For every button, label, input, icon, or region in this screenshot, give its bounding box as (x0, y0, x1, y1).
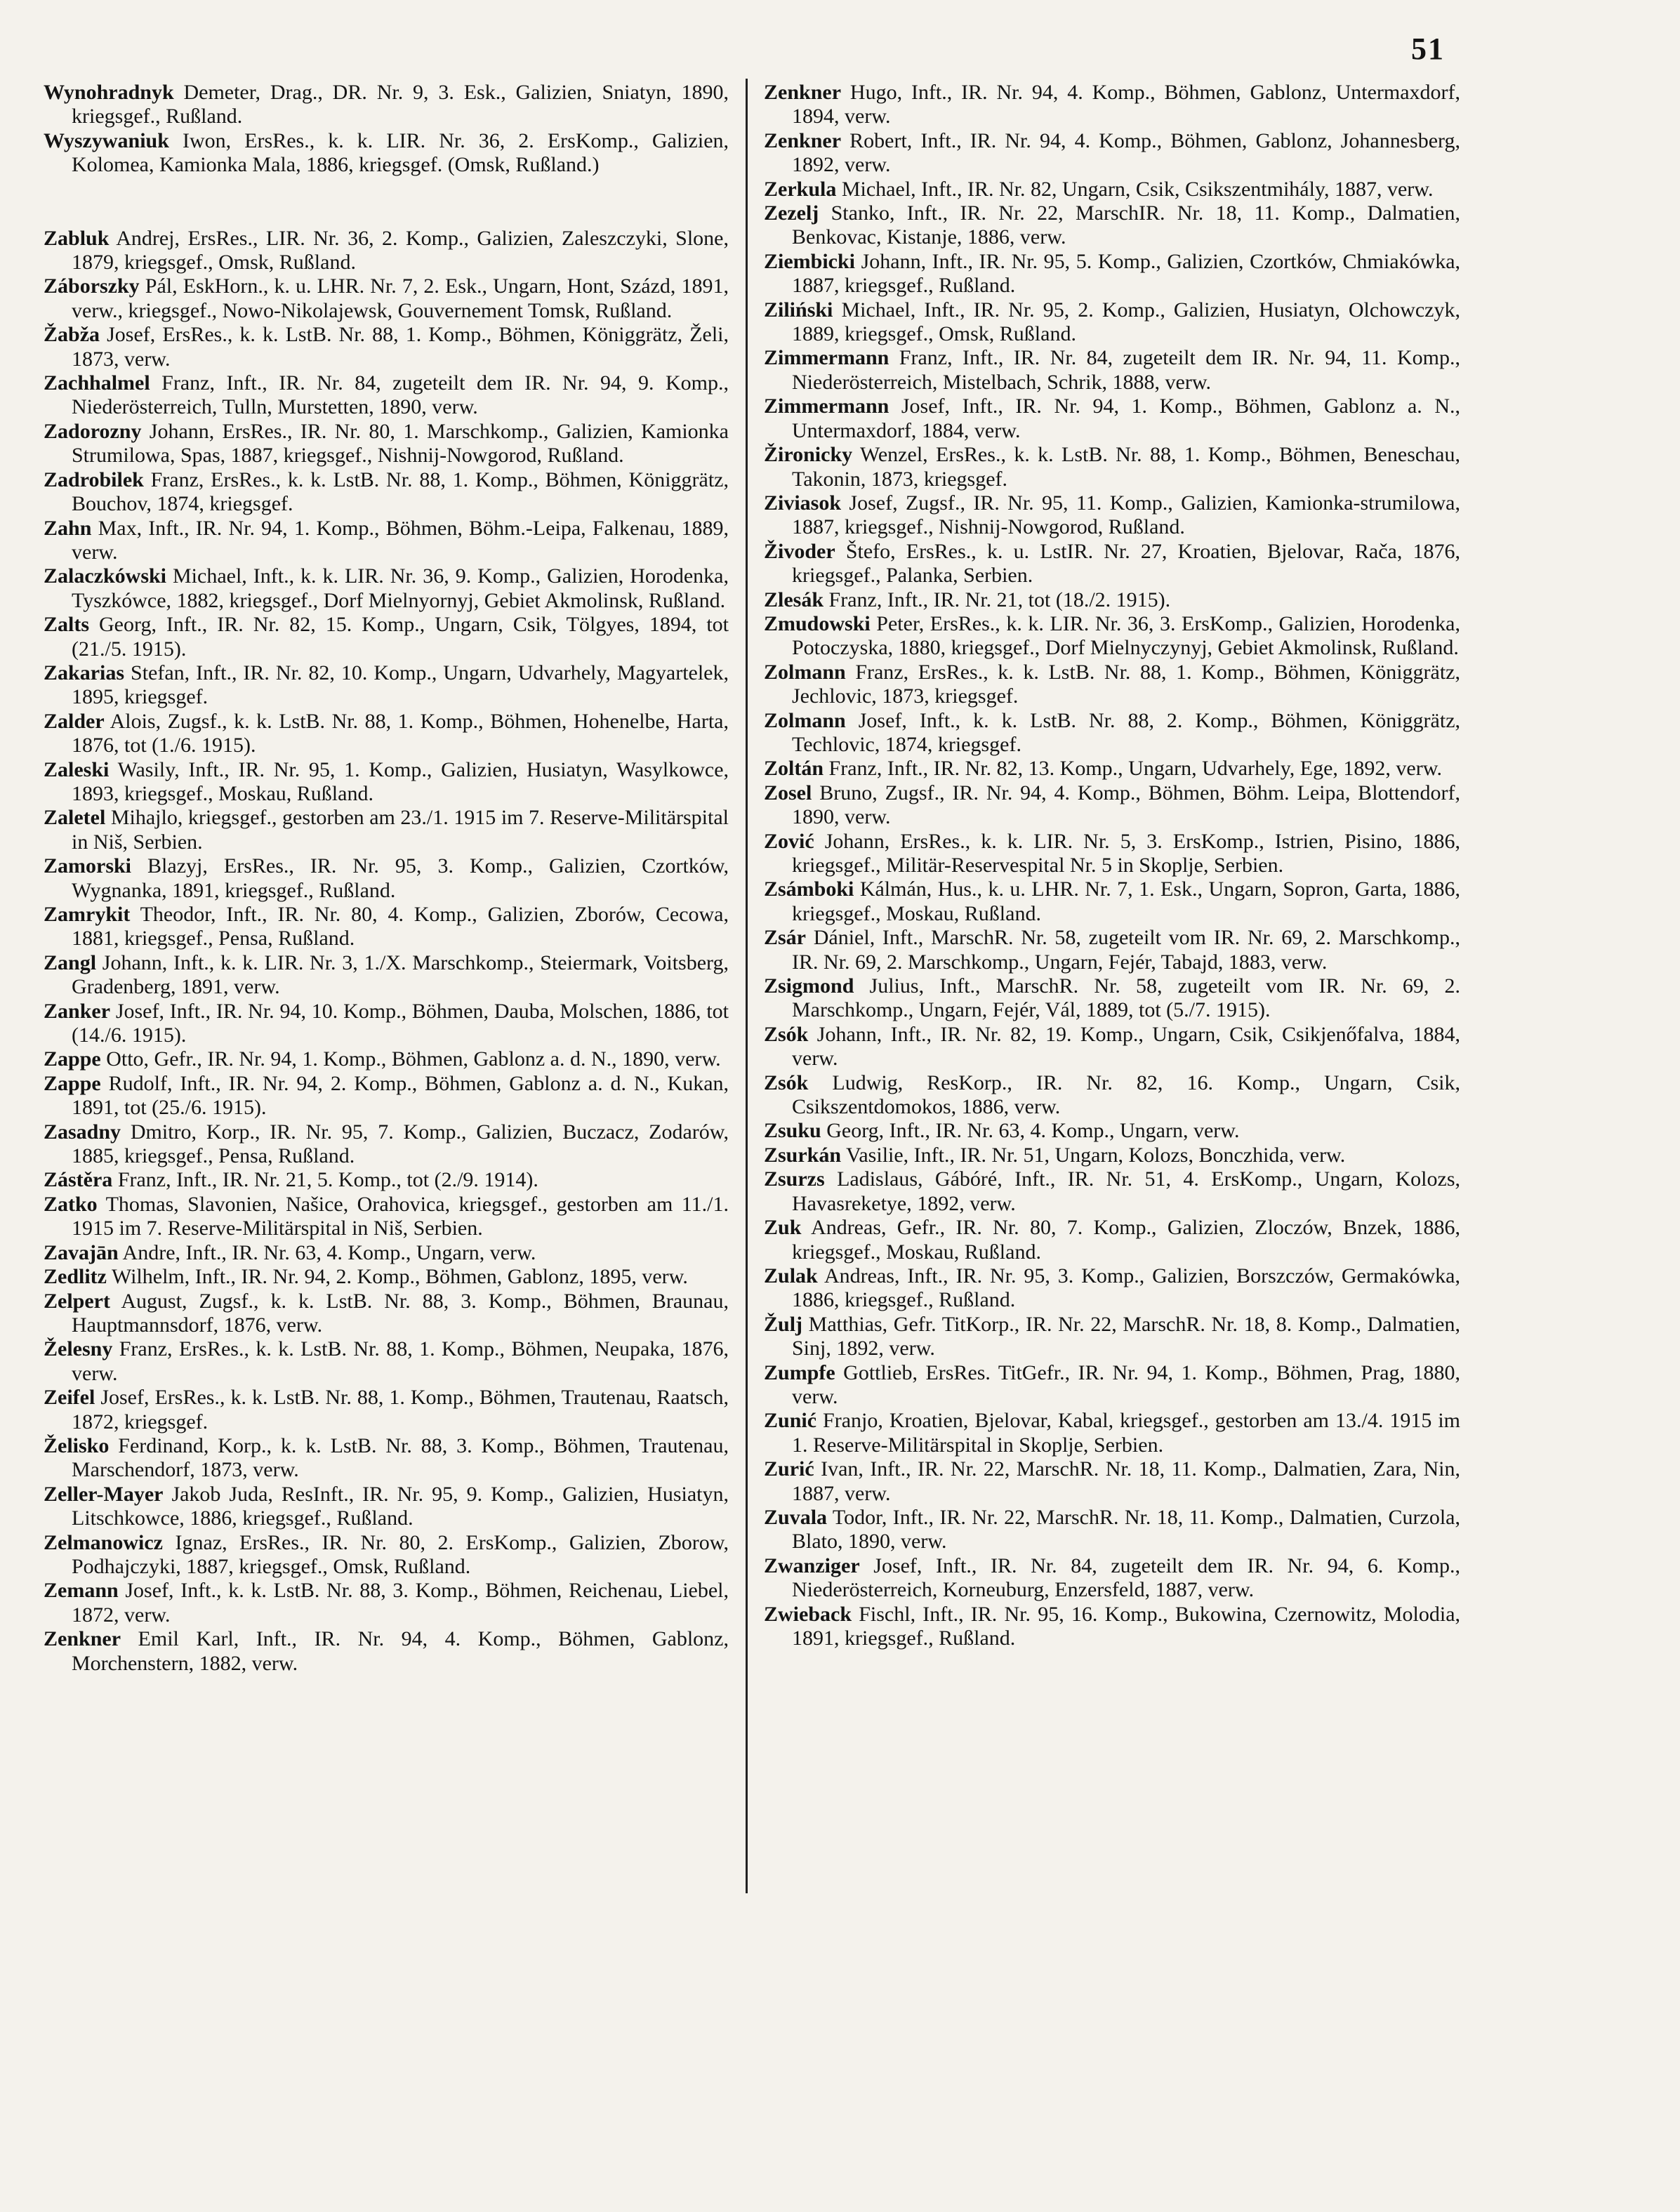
list-entry (44, 1072, 729, 1120)
list-entry (44, 1434, 729, 1483)
list-entry (764, 757, 1460, 781)
entry-details: Franz, Inft., IR. Nr. 21, 5. Komp., tot (2./9. 1914). (117, 1168, 538, 1192)
list-entry (44, 854, 729, 903)
entry-surname: Zolmann (764, 708, 846, 732)
list-entry (764, 830, 1460, 878)
entry-details: Ivan, Inft., IR. Nr. 22, MarschR. Nr. 18, 11. Komp., Dalmatien, Zara, Nin, 1887, verw. (792, 1457, 1460, 1505)
list-entry (764, 612, 1460, 661)
list-entry (44, 1627, 729, 1676)
entry-details: Kálmán, Hus., k. u. LHR. Nr. 7, 1. Esk., Ungarn, Sopron, Garta, 1886, kriegsgef., Moskau, Rußland. (792, 877, 1461, 925)
entry-surname: Zasadny (44, 1120, 121, 1144)
entry-details: Franz, ErsRes., k. k. LstB. Nr. 88, 1. Komp., Böhmen, Neupaka, 1876, verw. (72, 1337, 729, 1385)
list-entry (44, 323, 729, 371)
entry-details: Josef, ErsRes., k. k. LstB. Nr. 88, 1. Komp., Böhmen, Königgrätz, Želi, 1873, verw. (72, 323, 729, 371)
entry-details: Michael, Inft., IR. Nr. 95, 2. Komp., Galizien, Husiatyn, Olchowczyk, 1889, kriegsgef., Omsk, Rußland. (792, 298, 1460, 346)
entry-surname: Zangl (44, 951, 97, 974)
entry-details: Emil Karl, Inft., IR. Nr. 94, 4. Komp., Böhmen, Gablonz, Morchenstern, 1882, verw. (72, 1627, 729, 1675)
entry-details: Franz, ErsRes., k. k. LstB. Nr. 88, 1. Komp., Böhmen, Königgrätz, Bouchov, 1874, kriegsgef. (72, 468, 729, 516)
entry-surname: Zabluk (44, 226, 110, 250)
entry-surname: Zolmann (764, 660, 846, 684)
list-entry (44, 129, 729, 178)
list-entry (764, 877, 1460, 926)
list-entry (764, 395, 1460, 443)
list-entry (44, 1120, 729, 1169)
entry-surname: Zenkner (44, 1627, 121, 1651)
list-entry (44, 1531, 729, 1579)
entry-surname: Zachhalmel (44, 371, 150, 395)
entry-details: Stefan, Inft., IR. Nr. 82, 10. Komp., Ungarn, Udvarhely, Magyartelek, 1895, kriegsgef. (72, 661, 729, 709)
entry-surname: Zanker (44, 999, 111, 1023)
entry-surname: Zaletel (44, 806, 106, 830)
entry-surname: Zlesák (764, 588, 824, 611)
entry-surname: Ziliński (764, 298, 833, 322)
entry-details: Theodor, Inft., IR. Nr. 80, 4. Komp., Galizien, Zborów, Cecowa, 1881, kriegsgef., Pensa, Rußland. (72, 903, 729, 951)
entry-details: Andreas, Gefr., IR. Nr. 80, 7. Komp., Galizien, Zloczów, Bnzek, 1886, kriegsgef., Moskau, Rußland. (792, 1216, 1460, 1264)
list-entry (764, 491, 1460, 540)
right-column (764, 81, 1460, 1650)
list-entry (44, 468, 729, 517)
entry-surname: Zuvala (764, 1505, 828, 1529)
entry-details: Vasilie, Inft., IR. Nr. 51, Ungarn, Kolozs, Bonczhida, verw. (846, 1143, 1346, 1167)
entry-details: Franjo, Kroatien, Bjelovar, Kabal, kriegsgef., gestorben am 13./4. 1915 im 1. Reserve-Militärspital in Skoplje, Serbien. (792, 1409, 1461, 1457)
entry-surname: Zappe (44, 1047, 101, 1071)
entry-details: Demeter, Drag., DR. Nr. 9, 3. Esk., Galizien, Sniatyn, 1890, kriegsgef., Rußland. (72, 81, 729, 128)
entry-surname: Zosel (764, 781, 812, 804)
entry-surname: Zenkner (764, 81, 842, 104)
entry-details: Julius, Inft., MarschR. Nr. 58, zugeteilt vom IR. Nr. 69, 2. Marschkomp., Ungarn, Fejér, Vál, 1889, tot (5./7. 1915). (792, 974, 1461, 1022)
list-entry (764, 1264, 1460, 1313)
entry-details: Josef, Inft., IR. Nr. 94, 1. Komp., Böhmen, Gablonz a. N., Untermaxdorf, 1884, verw. (792, 395, 1461, 442)
entry-surname: Zástěra (44, 1168, 113, 1192)
entry-details: Robert, Inft., IR. Nr. 94, 4. Komp., Böhmen, Gablonz, Johannesberg, 1892, verw. (792, 128, 1460, 177)
entry-details: Josef, ErsRes., k. k. LstB. Nr. 88, 1. Komp., Böhmen, Trautenau, Raatsch, 1872, kriegsgef. (72, 1386, 729, 1433)
list-entry (44, 1337, 729, 1386)
entry-surname: Želisko (44, 1433, 110, 1457)
entry-surname: Zakarias (44, 661, 125, 684)
entry-surname: Zelmanowicz (44, 1530, 163, 1554)
entry-details: Peter, ErsRes., k. k. LIR. Nr. 36, 3. ErsKomp., Galizien, Horodenka, Potoczyska, 1880, kriegsgef., Dorf Mielnyczynyj, Gebiet Akmolinsk, Rußland. (792, 611, 1460, 660)
entry-surname: Zadrobilek (44, 468, 144, 491)
entry-surname: Zuk (764, 1216, 802, 1240)
list-entry (764, 1023, 1460, 1071)
entry-surname: Zalaczkówski (44, 564, 167, 588)
entry-details: Johann, ErsRes., IR. Nr. 80, 1. Marschkomp., Galizien, Kamionka Strumilowa, Spas, 1887, kriegsgef., Nishnij-Nowgorod, Rußland. (72, 419, 729, 468)
entry-details: Wilhelm, Inft., IR. Nr. 94, 2. Komp., Böhmen, Gablonz, 1895, verw. (111, 1265, 688, 1289)
list-entry (44, 1000, 729, 1048)
list-entry (44, 274, 729, 323)
entry-details: Wenzel, ErsRes., k. k. LstB. Nr. 88, 1. Komp., Böhmen, Beneschau, Takonin, 1873, kriegsgef. (792, 443, 1460, 491)
entry-details: Johann, Inft., IR. Nr. 82, 19. Komp., Ungarn, Csik, Csikjenőfalva, 1884, verw. (792, 1022, 1461, 1071)
entry-details: Jakob Juda, ResInft., IR. Nr. 95, 9. Komp., Galizien, Husiatyn, Litschkowce, 1886, kriegsgef., Rußland. (72, 1482, 729, 1530)
list-entry (764, 709, 1460, 757)
entry-surname: Zatko (44, 1192, 98, 1216)
list-entry (44, 1193, 729, 1241)
list-entry (764, 926, 1460, 974)
list-entry (764, 781, 1460, 830)
list-entry (44, 371, 729, 420)
entry-details: Johann, ErsRes., k. k. LIR. Nr. 5, 3. ErsKomp., Istrien, Pisino, 1886, kriegsgef., Militär-Reservespital Nr. 5 in Skoplje, Serbien. (792, 829, 1460, 877)
entry-surname: Záborszky (44, 274, 140, 298)
entry-details: Andrej, ErsRes., LIR. Nr. 36, 2. Komp., Galizien, Zaleszczyki, Slone, 1879, kriegsgef., Omsk, Rußland. (72, 226, 729, 274)
entry-surname: Zedlitz (44, 1265, 107, 1289)
entry-surname: Žulj (764, 1312, 803, 1336)
entry-details: Georg, Inft., IR. Nr. 63, 4. Komp., Ungarn, verw. (826, 1119, 1240, 1143)
list-entry (44, 613, 729, 661)
entry-surname: Žironicky (764, 443, 853, 467)
entry-surname: Živoder (764, 539, 835, 563)
entry-surname: Zović (764, 829, 814, 853)
list-entry (44, 1290, 729, 1338)
entry-details: Ignaz, ErsRes., IR. Nr. 80, 2. ErsKomp., Galizien, Zborow, Podhajczyki, 1887, kriegsgef., Omsk, Rußland. (72, 1530, 729, 1578)
entry-surname: Zadorozny (44, 419, 142, 443)
page-number: 51 (1411, 32, 1445, 66)
entry-details: Josef, Inft., k. k. LstB. Nr. 88, 2. Komp., Böhmen, Königgrätz, Techlovic, 1874, kriegsgef. (792, 708, 1461, 756)
list-entry (44, 951, 729, 1000)
entry-surname: Zeifel (44, 1386, 95, 1410)
list-entry (764, 81, 1460, 129)
entry-surname: Zimmermann (764, 346, 889, 370)
entry-details: Fischl, Inft., IR. Nr. 95, 16. Komp., Bukowina, Czernowitz, Molodia, 1891, kriegsgef., Rußland. (792, 1602, 1461, 1650)
list-entry (44, 1168, 729, 1192)
list-entry (44, 661, 729, 710)
entry-details: Wasily, Inft., IR. Nr. 95, 1. Komp., Galizien, Husiatyn, Wasylkowce, 1893, kriegsgef., Moskau, Rußland. (72, 757, 729, 805)
list-entry (764, 1071, 1460, 1120)
entry-surname: Ziembicki (764, 249, 856, 273)
list-entry (44, 227, 729, 275)
column-divider (746, 79, 748, 1893)
entry-details: Iwon, ErsRes., k. k. LIR. Nr. 36, 2. ErsKomp., Galizien, Kolomea, Kamionka Mala, 1886, kriegsgef. (Omsk, Rußland.) (72, 128, 729, 177)
entry-surname: Zunić (764, 1409, 817, 1433)
entry-surname: Zamrykit (44, 903, 131, 926)
list-entry (44, 420, 729, 468)
entry-surname: Zsók (764, 1022, 809, 1046)
entry-details: Stanko, Inft., IR. Nr. 22, MarschIR. Nr. 18, 11. Komp., Dalmatien, Benkovac, Kistanje, 1886, verw. (792, 201, 1460, 249)
list-entry (44, 806, 729, 854)
entry-surname: Zsók (764, 1071, 809, 1094)
list-entry (44, 710, 729, 758)
list-entry (44, 758, 729, 807)
entry-details: Ladislaus, Gábóré, Inft., IR. Nr. 51, 4. ErsKomp., Ungarn, Kolozs, Havasreketye, 1892, verw. (792, 1167, 1461, 1215)
entry-surname: Zerkula (764, 177, 837, 201)
entry-surname: Zsigmond (764, 974, 854, 998)
spacer (44, 178, 729, 227)
entry-details: Franz, Inft., IR. Nr. 84, zugeteilt dem IR. Nr. 94, 11. Komp., Niederösterreich, Mistelbach, Schrik, 1888, verw. (792, 346, 1460, 394)
entry-surname: Želesny (44, 1337, 113, 1361)
list-entry (764, 1361, 1460, 1410)
entry-details: Franz, Inft., IR. Nr. 84, zugeteilt dem IR. Nr. 94, 9. Komp., Niederösterreich, Tulln, Murstetten, 1890, verw. (72, 371, 729, 419)
entry-surname: Zumpfe (764, 1360, 835, 1384)
entry-surname: Zsámboki (764, 877, 854, 901)
entry-details: Josef, Inft., k. k. LstB. Nr. 88, 3. Komp., Böhmen, Reichenau, Liebel, 1872, verw. (72, 1579, 729, 1627)
list-entry (764, 1216, 1460, 1264)
entry-surname: Zaleski (44, 757, 110, 781)
list-entry (44, 1241, 729, 1265)
entry-surname: Zalder (44, 709, 105, 733)
list-entry (44, 1483, 729, 1531)
entry-details: Blazyj, ErsRes., IR. Nr. 95, 3. Komp., Galizien, Czortków, Wygnanka, 1891, kriegsgef., Rußland. (72, 854, 729, 902)
entry-details: Andre, Inft., IR. Nr. 63, 4. Komp., Ungarn, verw. (122, 1240, 536, 1264)
list-entry (44, 903, 729, 951)
entry-details: Dmitro, Korp., IR. Nr. 95, 7. Komp., Galizien, Buczacz, Zodarów, 1885, kriegsgef., Pensa, Rußland. (72, 1120, 729, 1168)
list-entry (44, 517, 729, 565)
entry-details: Štefo, ErsRes., k. u. LstIR. Nr. 27, Kroatien, Bjelovar, Rača, 1876, kriegsgef., Palanka, Serbien. (792, 539, 1460, 588)
entry-surname: Zappe (44, 1071, 101, 1095)
entry-surname: Zavajān (44, 1240, 119, 1264)
entry-details: Michael, Inft., IR. Nr. 82, Ungarn, Csik, Csikszentmihály, 1887, verw. (841, 177, 1434, 201)
entry-surname: Zsurzs (764, 1167, 825, 1191)
entry-details: Otto, Gefr., IR. Nr. 94, 1. Komp., Böhmen, Gablonz a. d. N., 1890, verw. (106, 1047, 721, 1071)
list-entry (764, 661, 1460, 709)
list-entry (764, 1603, 1460, 1651)
entry-details: Pál, EskHorn., k. u. LHR. Nr. 7, 2. Esk., Ungarn, Hont, Százd, 1891, verw., kriegsgef., Nowo-Nikolajewsk, Gouvernement Tomsk, Rußland. (72, 274, 729, 322)
entry-surname: Ziviasok (764, 491, 842, 515)
entry-surname: Zsurkán (764, 1143, 842, 1167)
entry-details: Todor, Inft., IR. Nr. 22, MarschR. Nr. 18, 11. Komp., Dalmatien, Curzola, Blato, 1890, verw. (792, 1505, 1460, 1554)
entry-details: Franz, ErsRes., k. k. LstB. Nr. 88, 1. Komp., Böhmen, Königgrätz, Jechlovic, 1873, kriegsgef. (792, 660, 1460, 708)
entry-surname: Žabža (44, 323, 100, 347)
list-entry (764, 178, 1460, 201)
entry-details: Thomas, Slavonien, Našice, Orahovica, kriegsgef., gestorben am 11./1. 1915 im 7. Reserve-Militärspital in Niš, Serbien. (72, 1192, 729, 1240)
entry-surname: Zelpert (44, 1289, 110, 1313)
entry-surname: Wynohradnyk (44, 81, 174, 104)
entry-details: Josef, Zugsf., IR. Nr. 95, 11. Komp., Galizien, Kamionka-strumilowa, 1887, kriegsgef., Nishnij-Nowgorod, Rußland. (792, 491, 1460, 539)
list-entry (764, 540, 1460, 588)
entry-details: Gottlieb, ErsRes. TitGefr., IR. Nr. 94, 1. Komp., Böhmen, Prag, 1880, verw. (792, 1360, 1460, 1408)
entry-details: Josef, Inft., IR. Nr. 94, 10. Komp., Böhmen, Dauba, Molschen, 1886, tot (14./6. 1915). (72, 999, 729, 1047)
entry-details: Franz, Inft., IR. Nr. 21, tot (18./2. 1915). (828, 588, 1171, 611)
entry-details: Hugo, Inft., IR. Nr. 94, 4. Komp., Böhmen, Gablonz, Untermaxdorf, 1894, verw. (792, 81, 1461, 128)
entry-details: Max, Inft., IR. Nr. 94, 1. Komp., Böhmen, Böhm.-Leipa, Falkenau, 1889, verw. (72, 516, 729, 564)
list-entry (44, 1386, 729, 1434)
list-entry (764, 588, 1460, 612)
entry-surname: Zezelj (764, 201, 819, 225)
list-entry (44, 81, 729, 129)
entry-surname: Zimmermann (764, 395, 889, 418)
entry-surname: Zulak (764, 1264, 818, 1287)
list-entry (764, 250, 1460, 298)
entry-details: Johann, Inft., k. k. LIR. Nr. 3, 1./X. Marschkomp., Steiermark, Voitsberg, Gradenberg, 1891, verw. (72, 951, 729, 999)
entry-surname: Zwieback (764, 1602, 852, 1626)
entry-details: Andreas, Inft., IR. Nr. 95, 3. Komp., Galizien, Borszczów, Germakówka, 1886, kriegsgef., Rußland. (792, 1264, 1460, 1312)
list-entry (764, 346, 1460, 395)
entry-surname: Zamorski (44, 854, 132, 878)
list-entry (764, 201, 1460, 250)
list-entry (764, 974, 1460, 1023)
entry-details: Mihajlo, kriegsgef., gestorben am 23./1. 1915 im 7. Reserve-Militärspital in Niš, Serbien. (72, 806, 729, 854)
entry-surname: Zmudowski (764, 611, 871, 635)
list-entry (764, 1144, 1460, 1167)
entry-details: Ferdinand, Korp., k. k. LstB. Nr. 88, 3. Komp., Böhmen, Trautenau, Marschendorf, 1873, verw. (72, 1433, 729, 1482)
entry-surname: Zalts (44, 613, 90, 637)
list-entry (764, 1167, 1460, 1216)
list-entry (44, 1265, 729, 1289)
entry-surname: Zsár (764, 926, 806, 950)
entry-details: Dániel, Inft., MarschR. Nr. 58, zugeteilt vom IR. Nr. 69, 2. Marschkomp., IR. Nr. 69, 2. Marschkomp., Ungarn, Fejér, Tabajd, 1883, verw. (792, 926, 1460, 974)
entry-details: August, Zugsf., k. k. LstB. Nr. 88, 3. Komp., Böhmen, Braunau, Hauptmannsdorf, 1876, verw. (72, 1289, 729, 1337)
list-entry (764, 1313, 1460, 1361)
entry-details: Michael, Inft., k. k. LIR. Nr. 36, 9. Komp., Galizien, Horodenka, Tyszkówce, 1882, kriegsgef., Dorf Mielnyornyj, Gebiet Akmolinsk, Rußland. (72, 564, 729, 612)
entry-details: Alois, Zugsf., k. k. LstB. Nr. 88, 1. Komp., Böhmen, Hohenelbe, Harta, 1876, tot (1./6. 1915). (72, 709, 729, 757)
list-entry (764, 1506, 1460, 1554)
list-entry (764, 298, 1460, 347)
list-entry (764, 1457, 1460, 1506)
entry-surname: Zurić (764, 1457, 814, 1481)
entry-surname: Zenkner (764, 128, 842, 152)
list-entry (44, 1579, 729, 1627)
entry-surname: Zoltán (764, 757, 824, 781)
entry-details: Ludwig, ResKorp., IR. Nr. 82, 16. Komp., Ungarn, Csik, Csikszentdomokos, 1886, verw. (792, 1071, 1460, 1119)
entry-details: Matthias, Gefr. TitKorp., IR. Nr. 22, MarschR. Nr. 18, 8. Komp., Dalmatien, Sinj, 1892, verw. (792, 1312, 1460, 1360)
entry-details: Franz, Inft., IR. Nr. 82, 13. Komp., Ungarn, Udvarhely, Ege, 1892, verw. (828, 757, 1442, 781)
list-entry (764, 1119, 1460, 1143)
list-entry (44, 1047, 729, 1071)
entry-surname: Zahn (44, 516, 92, 540)
list-entry (44, 564, 729, 613)
entry-surname: Zeller-Mayer (44, 1482, 164, 1506)
list-entry (764, 129, 1460, 178)
entry-details: Josef, Inft., IR. Nr. 84, zugeteilt dem IR. Nr. 94, 6. Komp., Niederösterreich, Korneuburg, Enzersfeld, 1887, verw. (792, 1554, 1460, 1602)
entry-surname: Wyszywaniuk (44, 128, 169, 152)
entry-surname: Zwanziger (764, 1554, 860, 1577)
entry-details: Georg, Inft., IR. Nr. 82, 15. Komp., Ungarn, Csik, Tölgyes, 1894, tot (21./5. 1915). (72, 613, 729, 661)
entry-surname: Zsuku (764, 1119, 821, 1143)
list-entry (764, 1554, 1460, 1603)
left-column (44, 81, 729, 1676)
entry-surname: Zemann (44, 1579, 119, 1603)
entry-details: Bruno, Zugsf., IR. Nr. 94, 4. Komp., Böhmen, Böhm. Leipa, Blottendorf, 1890, verw. (792, 781, 1460, 829)
list-entry (764, 1409, 1460, 1457)
entry-details: Rudolf, Inft., IR. Nr. 94, 2. Komp., Böhmen, Gablonz a. d. N., Kukan, 1891, tot (25./6. 1915). (72, 1071, 729, 1120)
entry-details: Johann, Inft., IR. Nr. 95, 5. Komp., Galizien, Czortków, Chmiakówka, 1887, kriegsgef., Rußland. (792, 249, 1461, 298)
list-entry (764, 443, 1460, 491)
